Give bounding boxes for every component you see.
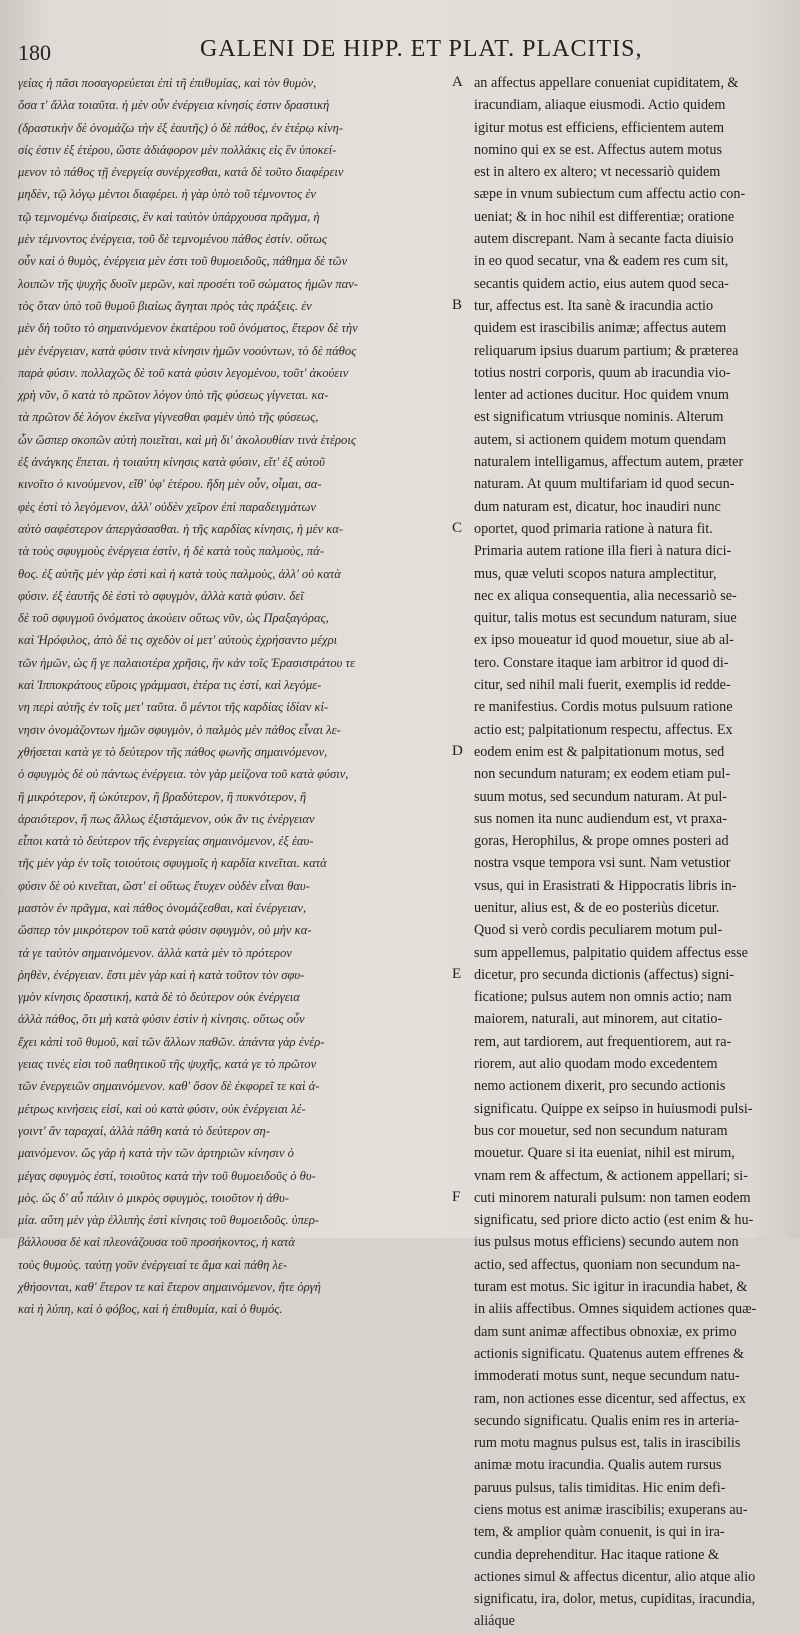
latin-text-line: lenter ad actiones ducitur. Hoc quidem vnum xyxy=(474,387,729,404)
greek-text-line: γειας τινὲς εἰσι τοῦ παθητικοῦ τῆς ψυχῆς, κατά γε τὸ πρῶτον xyxy=(18,1057,317,1072)
latin-text-line: igitur motus est efficiens, efficientem autem xyxy=(474,119,725,136)
greek-text-line: αὐτὸ σαφέστερον ἀπεργάσασθαι. ἡ τῆς καρδίας κίνησις, ἡ μὲν κα- xyxy=(18,521,344,536)
latin-text-line: vnam rem & affectum, & actionem appellari; si- xyxy=(474,1167,748,1184)
latin-text-line: ciens motus est animæ irascibilis; exuperans au- xyxy=(474,1502,748,1518)
greek-text-line: μὲν τέμνοντος ἐνέργεια, τοῦ δὲ τεμνομένου πάθος ἐστίν. οὕτως xyxy=(18,232,328,247)
latin-text-line: iracundiam, aliaque eiusmodi. Actio quidem xyxy=(474,97,726,114)
greek-text-line: τῶν ἐνεργειῶν σημαινόμενον. καθ' ὅσον δὲ ἐκφορεῖ τε καὶ ἀ- xyxy=(18,1079,320,1094)
latin-text-line: est in altero ex altero; vt necessariò quidem xyxy=(474,164,721,181)
latin-text-line: secantis quidem actio, eius autem quod seca- xyxy=(474,275,729,292)
latin-text-line: re manifestius. Cordis motus pulsuum ratione xyxy=(474,699,733,716)
greek-text-line: βάλλουσα δὲ καὶ πλεονάζουσα τοῦ προσήκοντος, ἡ κατὰ xyxy=(18,1235,295,1250)
latin-text-line: cuti minorem naturali pulsum: non tamen eodem xyxy=(474,1189,751,1206)
greek-text-line: μαινόμενον. ὥς γάρ ἡ κατὰ τὴν τῶν ἀρτηριῶν κίνησιν ὁ xyxy=(18,1146,294,1161)
latin-text-line: goras, Herophilus, & prope omnes posteri ad xyxy=(474,833,729,850)
latin-text-line: significatu. Quippe ex seipso in huiusmodi pulsi- xyxy=(474,1100,753,1117)
latin-text-line: oportet, quod primaria ratione à natura fit. xyxy=(474,520,713,537)
page-number: 180 xyxy=(18,40,51,65)
latin-text-line: secundo significatu. Qualis enim res in arteria- xyxy=(474,1412,740,1429)
greek-text-line: μέτρως κινήσεις εἰσί, καὶ οὐ κατὰ φύσιν, οὐκ ἐνέργειαι λέ- xyxy=(18,1101,306,1116)
greek-text-line: μὸς. ὥς δ' αὖ πάλιν ὁ μικρὸς σφυγμὸς, τοιοῦτον ἡ ἀθυ- xyxy=(18,1190,289,1205)
latin-text-line: paruus pulsus, talis timiditas. Hic enim defi- xyxy=(474,1479,726,1496)
latin-text-line: turam est motus. Sic igitur in iracundia habet, & xyxy=(474,1279,748,1296)
latin-text-line: eodem enim est & palpitationum motus, sed xyxy=(474,743,725,760)
margin-letter: C xyxy=(452,520,463,536)
latin-text-line: significatu, sed priore dicto actio (est enim & hu- xyxy=(474,1212,754,1229)
latin-text-line: Quod si verò cordis peculiarem motum pul- xyxy=(474,922,723,939)
latin-text-line: mus, quæ veluti scopos natura amplectitur, xyxy=(474,565,717,582)
running-title: GALENI DE HIPP. ET PLAT. PLACITIS, xyxy=(200,36,643,62)
greek-text-line: νησιν ὀνομάζοντων ἡμῶν σφυγμὸν, ὁ παλμὸς μὲν πάθος εἶναι λε- xyxy=(18,722,341,737)
latin-text-line: nemo actionem dixerit, pro secundo actionis xyxy=(474,1078,726,1095)
greek-text-line: ὅσα τ' ἄλλα τοιαῦτα. ἡ μὲν οὖν ἐνέργεια κίνησίς ἐστιν δραστική xyxy=(18,98,330,113)
latin-text-line: ius pulsus motus efficiens) secundo autem non xyxy=(474,1234,739,1251)
greek-text-line: ὁ σφυγμὸς δὲ οὐ πάντως ἐνέργεια. τὸν γὰρ μείζονα τοῦ κατὰ φύσιν, xyxy=(18,767,349,782)
greek-text-line: παρὰ φύσιν. πολλαχῶς δὲ τοῦ κατὰ φύσιν λεγομένου, τοῦτ' ἀκούειν xyxy=(18,365,349,380)
latin-text-line: aliáque xyxy=(474,1613,515,1630)
latin-text-line: sum appellemus, palpitatio quidem affectus esse xyxy=(474,944,748,961)
latin-text-line: citur, sed nihil mali fuerit, exemplis id redde- xyxy=(474,677,731,694)
latin-text-line: actio, sed affectus, quoniam non secundum na- xyxy=(474,1256,741,1273)
greek-text-line: τά γε ταὐτὸν σημαινόμενον. ἀλλὰ κατὰ μὲν τὸ πρότερον xyxy=(18,945,292,960)
latin-text-line: mouetur. Quare si ita eueniat, nihil est mirum, xyxy=(474,1145,735,1162)
latin-text-line: cundia deprehenditur. Hac itaque ratione & xyxy=(474,1546,720,1563)
greek-text-line: οὖν καὶ ὁ θυμὸς, ἐνέργεια μὲν ἐστι τοῦ θυμοειδοῦς, πάθημα δὲ τῶν xyxy=(18,254,348,269)
greek-text-line: ἀραιότερον, ἢ πως ἄλλως ἐξιστάμενον, οὐκ ἄν τις ἐνέργειαν xyxy=(18,811,315,826)
latin-text-line: immoderati motus sunt, neque secundum natu- xyxy=(474,1368,740,1385)
greek-text-line: χθήσεται κατὰ γε τὸ δεύτερον τῆς πάθος φωνῆς σημαινόμενον, xyxy=(18,744,328,759)
latin-text-line: actio est; palpitationum respectu, affectus. Ex xyxy=(474,721,733,738)
greek-text-line: καὶ Ἱπποκράτους εὕροις γράμμασι, ἑτέρα τις ἐστί, καὶ λεγόμε- xyxy=(18,678,322,693)
latin-text-line: sæpe in vnum subiectum cum affectu actio con- xyxy=(474,186,746,203)
greek-text-line: καὶ Ἡρόφιλος, ἀπὸ δὲ τις σχεδὸν οἱ μετ' αὐτοὺς ἐχρήσαντο μέχρι xyxy=(18,633,338,648)
latin-text-line: dicetur, pro secunda dictionis (affectus) signi- xyxy=(474,966,734,983)
latin-text-line: autem discrepant. Nam à secante facta diuisio xyxy=(474,231,734,248)
latin-text-line: non secundum naturam; ex eodem etiam pul- xyxy=(474,766,731,783)
latin-text-line: Primaria autem ratione illa fieri à natura dici- xyxy=(474,543,732,560)
greek-text-column xyxy=(18,72,446,1321)
greek-text-line: τῶν ἡμῶν, ὡς ἥ γε παλαιοτέρα χρῆσις, ἣν κἀν τοῖς Ἐρασιστράτου τε xyxy=(18,655,355,670)
latin-text-line: suum motus, sed secundum naturam. At pul- xyxy=(474,788,727,805)
greek-text-line: τῷ τεμνομένῳ διαίρεσις, ἓν καὶ ταὐτὸν ὑπάρχουσα πρᾶγμα, ἡ xyxy=(18,209,320,224)
greek-text-line: μὲν δὴ τοῦτο τὸ σημαινόμενον ἑκατέρου τοῦ ὀνόματος, ἕτερον δὲ τὴν xyxy=(18,321,358,336)
latin-text-line: riorem, aut alio quodam modo excedentem xyxy=(474,1056,718,1073)
latin-text-line: dum naturam est, dicatur, hoc inaudiri nunc xyxy=(474,498,721,515)
greek-text-line: ἐξ ἀνάγκης ἕπεται. ἡ τοιαύτη κίνησις κατὰ φύσιν, εἴτ' ἐξ αὑτοῦ xyxy=(18,455,325,470)
greek-text-line: μηδὲν, τῷ λόγῳ μέντοι διαφέρει. ἡ γὰρ ὑπὸ τοῦ τέμνοντος ἐν xyxy=(18,187,316,202)
greek-text-line: καὶ ἡ λύπη, καὶ ὁ φόβος, καὶ ἡ ἐπιθυμία, καὶ ὁ θυμός. xyxy=(18,1302,283,1317)
greek-text-line: λοιπῶν τῆς ψυχῆς δυοῖν μερῶν, καὶ προσέτι τοῦ σώματος ἡμῶν παν- xyxy=(18,276,359,291)
latin-text-line: vsus, qui in Erasistrati & Hippocratis libris in- xyxy=(474,877,737,894)
latin-text-line: totius nostri corporis, quum ab iracundia vio- xyxy=(474,364,731,381)
latin-text-line: quidem est irascibilis animæ; affectus autem xyxy=(474,320,727,337)
greek-text-line: ὧν ὥσπερ σκοπῶν αὐτὴ ποιεῖται, καὶ μὴ δι' ἀκολουθίαν τινὰ ἑτέροις xyxy=(18,432,356,447)
greek-text-line: γμὸν κίνησις δραστική, κατὰ δὲ τὸ δεύτερον οὐκ ἐνέργεια xyxy=(18,990,300,1005)
greek-text-line: μὲν ἐνέργειαν, κατὰ φύσιν τινὰ κίνησιν ἡμῶν νοούντων, τὸ δὲ πάθος xyxy=(18,343,357,358)
latin-text-line: ueniat; & in hoc nihil est differentiæ; oratione xyxy=(474,208,735,225)
greek-text-line: μία. αὕτη μὲν γὰρ ἐλλιπὴς ἐστὶ κίνησις τοῦ θυμοειδοῦς. ὑπερ- xyxy=(18,1213,320,1228)
greek-text-line: θος. ἐξ αὐτῆς μὲν γὰρ ἐστὶ καὶ ἡ κατὰ τοὺς παλμοὺς, ἀλλ' οὐ κατὰ xyxy=(18,566,341,581)
latin-text-line: nomino qui ex se est. Affectus autem motus xyxy=(474,141,722,158)
greek-text-line: δὲ τοῦ σφυγμοῦ ὀνόματος ἀκούειν οὕτως νῦν, ὡς Πραξαγόρας, xyxy=(18,611,329,626)
greek-text-line: ἔχει κἀπὶ τοῦ θυμοῦ, καὶ τῶν ἄλλων παθῶν. ἁπάντα γὰρ ἐνέρ- xyxy=(18,1034,325,1049)
greek-text-line: γοιντ' ἂν ταραχαί, ἀλλὰ πάθη κατὰ τὸ δεύτερον ση- xyxy=(18,1123,270,1138)
greek-text-line: χρὴ νῦν, ὃ κατὰ τὸ πρῶτον λόγον ὑπὸ τῆς φύσεως γίγνεται. κα- xyxy=(18,388,329,403)
latin-text-line: naturalem intelligamus, affectum autem, præter xyxy=(474,454,744,471)
margin-letter: F xyxy=(452,1189,461,1205)
greek-text-line: τὸς ὅταν ὑπὸ τοῦ θυμοῦ βιαίως ἄγηται πρὸς τὰς πράξεις. ἐν xyxy=(18,298,312,313)
latin-text-line: quitur, talis motus est secundum naturam, siue xyxy=(474,610,737,627)
latin-text-line: ram, non actiones esse dicentur, sed affectus, ex xyxy=(474,1390,746,1407)
greek-text-line: (δραστικὴν δὲ ὀνομάζω τὴν ἐξ ἑαυτῆς) ὁ δὲ πάθος, ἐν ἑτέρῳ κίνη- xyxy=(18,120,344,135)
greek-text-line: μενον τὸ πάθος τῇ ἐνεργείᾳ συνέρχεσθαι, κατὰ δὲ τοῦτο διαφέρειν xyxy=(18,165,344,180)
latin-text-line: actionis significatu. Quatenus autem effrenes & xyxy=(474,1345,745,1362)
margin-section-letters xyxy=(450,72,472,1205)
latin-text-line: naturam. At quum multifariam id quod secun- xyxy=(474,476,735,493)
greek-text-line: ῥηθὲν, ἐνέργειαν. ἔστι μὲν γὰρ καὶ ἡ κατὰ τοῦτον τὸν σφυ- xyxy=(18,967,305,982)
margin-letter: D xyxy=(452,743,463,759)
latin-text-line: nostra vsque tempora vsi sunt. Nam vetustior xyxy=(474,855,731,872)
latin-text-line: sus nomen ita nunc audiendum est, vt praxa- xyxy=(474,810,727,827)
greek-text-line: γείας ἡ πᾶσι ποσαγορεύεται ἐπὶ τῆ ἐπιθυμίας, καὶ τὸν θυμὸν, xyxy=(18,76,317,90)
latin-text-line: in aliis affectibus. Omnes siquidem actiones quæ- xyxy=(474,1301,757,1318)
greek-text-line: φύσιν. ἐξ ἑαυτῆς δὲ ἐστὶ τὸ σφυγμὸν, ἀλλὰ κατὰ φύσιν. δεῖ xyxy=(18,588,304,603)
latin-text-column xyxy=(474,72,790,1633)
greek-text-line: κινοῖτο ὁ κινούμενον, εἴθ' ὑφ' ἑτέρου. ἤδη μὲν οὖν, οἶμαι, σα- xyxy=(18,477,322,492)
latin-text-line: maiorem, naturali, aut minorem, aut citatio- xyxy=(474,1011,723,1028)
latin-text-line: dam sunt animæ affectibus obnoxiæ, ex primo xyxy=(474,1323,737,1340)
greek-text-line: μέγας σφυγμὸς ἐστί, τοιοῦτος κατὰ τὴν τοῦ θυμοειδοῦς ὁ θυ- xyxy=(18,1168,316,1183)
latin-text-line: nec ex aliqua consequentia, alia necessariò se- xyxy=(474,587,737,604)
page-header xyxy=(0,36,800,70)
latin-text-line: rum motu magnus pulsus est, talis in irascibilis xyxy=(474,1435,741,1452)
latin-text-line: tem, & amplior quàm conuenit, is qui in ira- xyxy=(474,1524,725,1541)
latin-text-line: reliquarum ipsius duarum partium; & præterea xyxy=(474,342,739,359)
greek-text-line: νη περὶ αὐτῆς ἐν τοῖς μετ' ταῦτα. ὅ μέντοι τῆς καρδίας ἰδίαν κί- xyxy=(18,700,329,715)
latin-text-line: bus cor mouetur, sed non secundum naturam xyxy=(474,1122,728,1139)
greek-text-line: εἶποι κατὰ τὸ δεύτερον τῆς ἐνεργείας σημαινόμενον, ἐξ ἑαυ- xyxy=(18,834,314,849)
greek-text-line: τὰ πρῶτον δὲ λόγον ἐκεῖνα γίγνεσθαι φαμὲν ὑπὸ τῆς φύσεως, xyxy=(18,410,319,425)
greek-text-line: φύσιν δὲ οὐ κινεῖται, ὥστ' εἰ οὕτως ἔτυχεν οὐδὲν εἶναι θαυ- xyxy=(18,878,310,893)
latin-text-line: uenitur, alius est, & de eo posteriùs dicetur. xyxy=(474,899,720,916)
greek-text-line: ἀλλὰ πάθος, ὅτι μὴ κατὰ φύσιν ἐστὶν ἡ κίνησις. οὕτως οὖν xyxy=(18,1012,305,1027)
greek-text-line: ἢ μικρότερον, ἢ ὠκύτερον, ἢ βραδύτερον, ἢ πυκνότερον, ἢ xyxy=(18,789,307,804)
margin-letter: B xyxy=(452,297,463,313)
greek-text-line: τῆς μὲν γὰρ ἐν τοῖς τοιούτοις σφυγμοῖς ἡ καρδία κινεῖται. κατὰ xyxy=(18,856,327,871)
latin-text-line: ex ipso moueatur id quod mouetur, siue ab al- xyxy=(474,632,734,649)
latin-text-line: tur, affectus est. Ita sanè & iracundia actio xyxy=(474,297,714,314)
latin-text-line: rem, aut tardiorem, aut frequentiorem, aut ra- xyxy=(474,1033,732,1050)
greek-text-line: χθήσονται, καθ' ἕτερον τε καὶ ἕτερον σημαινόμενον, ἥτε ὀργή xyxy=(18,1280,321,1295)
margin-letter: A xyxy=(452,74,463,90)
latin-text-line: actiones simul & affectus dicentur, alio atque alio xyxy=(474,1568,756,1585)
latin-text-line: autem, si actionem quidem motum quendam xyxy=(474,431,727,448)
greek-text-line: ὥσπερ τὸν μικρότερον τοῦ κατὰ φύσιν σφυγμὸν, οὐ μὴν κα- xyxy=(18,923,312,938)
greek-text-line: τὰ τοὺς σφυγμοὺς ἐνέργεια ἐστίν, ἡ δὲ κατὰ τοὺς παλμοὺς, πά- xyxy=(18,544,324,559)
greek-text-line: σίς ἐστιν ἐξ ἑτέρου, ὥστε ἀδιάφορον μὲν πολλάκις εἰς ἓν ὑποκεί- xyxy=(18,142,337,157)
margin-letter: E xyxy=(452,966,462,982)
latin-text-line: tero. Constare itaque iam arbitror id quod di- xyxy=(474,654,729,671)
greek-text-line: φὲς ἐστὶ τὸ λεγόμενον, ἀλλ' οὐδὲν χεῖρον ἐπὶ παραδειγμάτων xyxy=(18,499,316,514)
greek-text-line: τοὺς θυμοὺς. ταύτῃ γοῦν ἐνέργειαί τε ἅμα καὶ πάθη λε- xyxy=(18,1257,288,1272)
latin-text-line: ficatione; pulsus autem non omnis actio; nam xyxy=(474,989,732,1006)
greek-text-line: μαστὸν ἐν πρᾶγμα, καὶ πάθος ὀνομάζεσθαι, καὶ ἐνέργειαν, xyxy=(18,900,307,915)
latin-text-line: an affectus appellare conueniat cupiditatem, & xyxy=(474,75,739,91)
latin-text-line: in eo quod secatur, vna & eadem res cum sit, xyxy=(474,253,729,270)
latin-text-line: animæ motu iracundia. Qualis autem rursus xyxy=(474,1457,722,1474)
latin-text-line: est significatum vtriusque nominis. Alterum xyxy=(474,409,724,426)
latin-text-line: significatu, ira, dolor, metus, cupiditas, iracundia, xyxy=(474,1591,756,1608)
